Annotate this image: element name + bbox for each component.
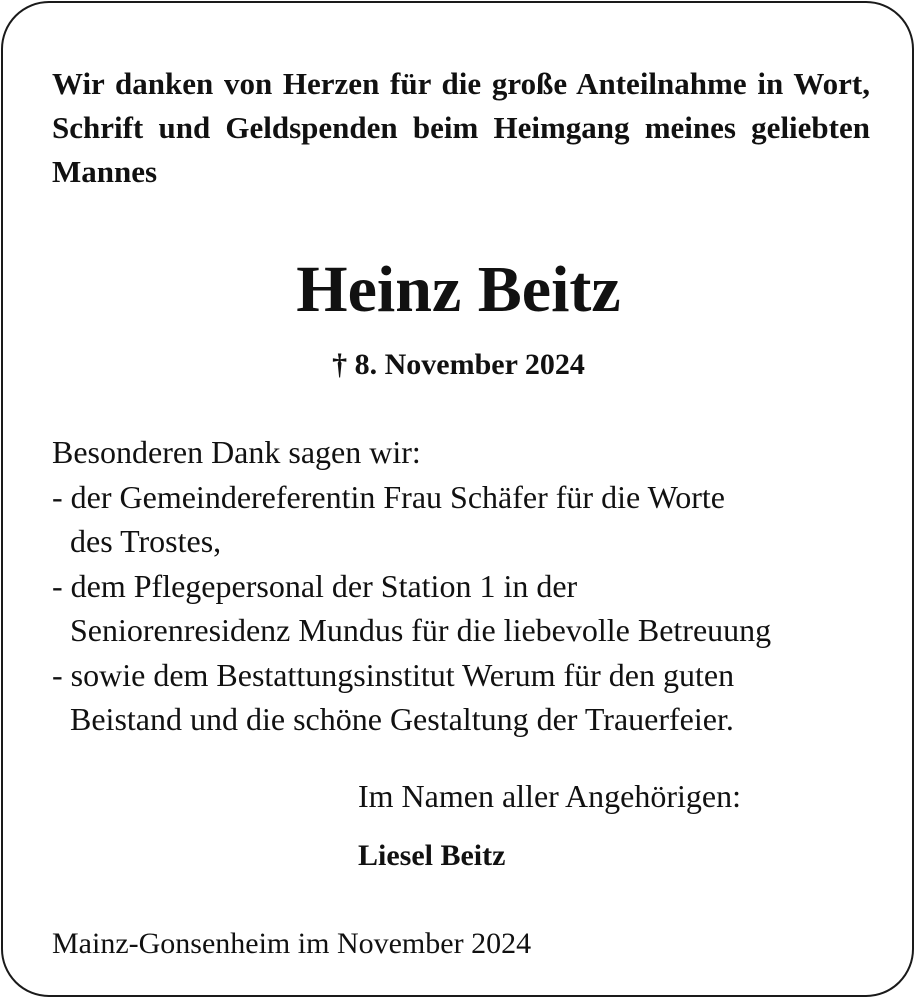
death-date: † 8. November 2024 [332,348,585,381]
intro-text: Wir danken von Herzen für die große Anteilnahme in Wort, Schrift und Geldspenden beim Heimgang meines geliebten Mannes [52,66,870,189]
thanks-line: Beistand und die schöne Gestaltung der Trauerfeier. [70,701,734,737]
signer-name: Liesel Beitz [358,839,506,872]
place-and-date: Mainz-Gonsenheim im November 2024 [52,927,532,960]
thanks-line: - der Gemeindereferentin Frau Schäfer für die Worte [52,478,725,515]
thanks-line: - sowie dem Bestattungsinstitut Werum für den guten [52,656,735,693]
thanks-heading: Besonderen Dank sagen wir: [52,434,421,470]
closing-phrase: Im Namen aller Angehörigen: [358,778,741,814]
thanks-section [52,430,882,742]
thanks-line: des Trostes, [70,523,222,559]
thanks-line: Seniorenresidenz Mundus für die liebevolle Betreuung [70,612,772,648]
thanks-line: - dem Pflegepersonal der Station 1 in der [52,567,578,604]
deceased-name: Heinz Beitz [296,253,621,326]
